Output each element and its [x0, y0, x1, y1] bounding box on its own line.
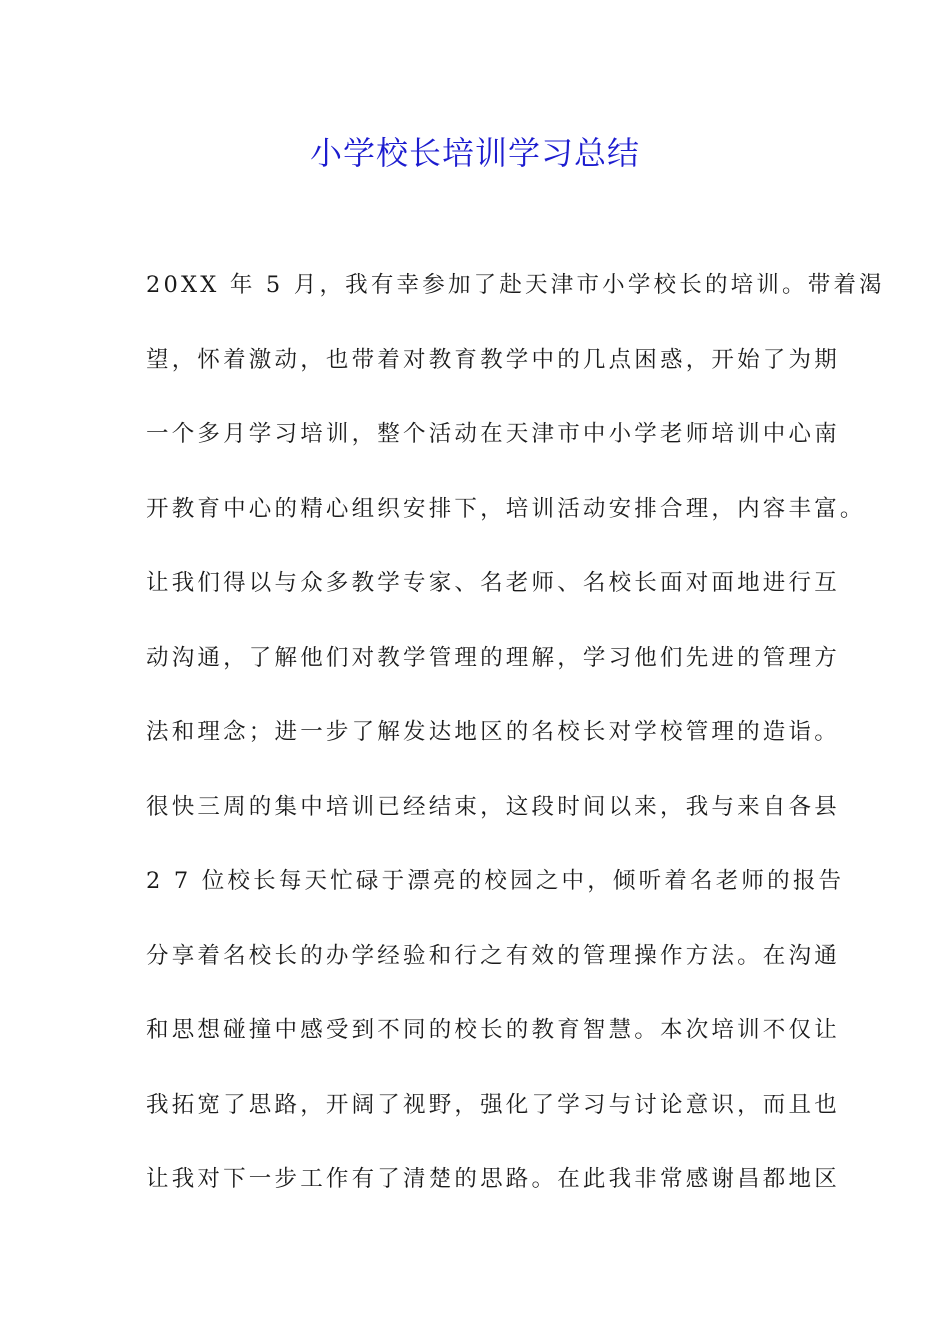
body-line: 开教育中心的精心组织安排下，培训活动安排合理，内容丰富。 [146, 495, 866, 522]
body-line: 一个多月学习培训，整个活动在天津市中小学老师培训中心南 [146, 421, 840, 447]
body-line: 我拓宽了思路，开阔了视野，强化了学习与讨论意识，而且也 [146, 1091, 840, 1118]
body-line: 分享着名校长的办学经验和行之有效的管理操作方法。在沟通 [146, 942, 840, 969]
body-line: 让我们得以与众多教学专家、名老师、名校长面对面地进行互 [146, 570, 840, 596]
body-line: 法和理念；进一步了解发达地区的名校长对学校管理的造诣。 [146, 719, 840, 745]
body-line: 让我对下一步工作有了清楚的思路。在此我非常感谢昌都地区 [146, 1166, 840, 1192]
body-line: 和思想碰撞中感受到不同的校长的教育智慧。本次培训不仅让 [146, 1017, 840, 1043]
body-line: 望，怀着激动，也带着对教育教学中的几点困惑，开始了为期 [146, 346, 840, 373]
body-line: 很快三周的集中培训已经结束，这段时间以来，我与来自各县 [146, 793, 840, 820]
body-line: 动沟通，了解他们对教学管理的理解，学习他们先进的管理方 [146, 644, 840, 671]
body-line: 2 7 位校长每天忙碌于漂亮的校园之中，倾听着名老师的报告 [146, 868, 845, 894]
document-title: 小学校长培训学习总结 [309, 134, 640, 172]
body-line: 20XX 年 5 月，我有幸参加了赴天津市小学校长的培训。带着渴 [146, 272, 885, 298]
document-body [146, 260, 885, 1229]
